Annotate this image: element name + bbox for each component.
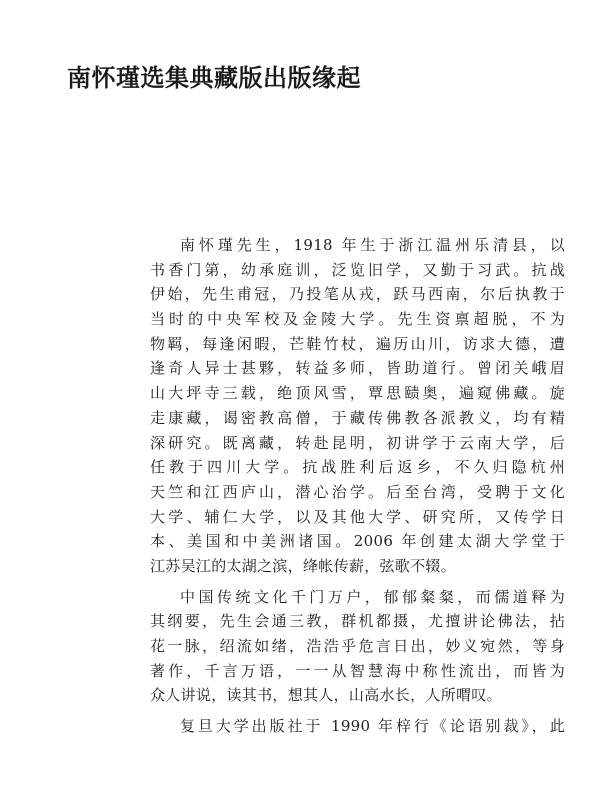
paragraph-1 bbox=[150, 233, 565, 579]
text-line: 任教于四川大学。抗战胜利后返乡，不久归隐杭州 bbox=[150, 458, 565, 477]
text-line: 物羁，每逢闲暇，芒鞋竹杖，遍历山川，访求大德，遭 bbox=[150, 334, 565, 353]
text-line: 当时的中央军校及金陵大学。先生资禀超脱，不为 bbox=[150, 310, 565, 329]
text-line: 逢奇人异士甚夥，转益多师，皆助道行。曾闭关峨眉 bbox=[150, 359, 565, 378]
page-title: 南怀瑾选集典藏版出版缘起 bbox=[67, 63, 361, 92]
paragraph-2 bbox=[150, 585, 565, 708]
text-line: 江苏吴江的太湖之滨，绛帐传薪，弦歌不辍。 bbox=[150, 556, 457, 575]
text-line: 天竺和江西庐山，潜心治学。后至台湾，受聘于文化 bbox=[150, 482, 565, 501]
text-line: 山大坪寺三载，绝顶风雪，覃思赜奥，遍窥佛藏。旋 bbox=[150, 384, 565, 403]
text-line: 复旦大学出版社于 1990 年梓行《论语别裁》，此 bbox=[180, 717, 565, 736]
text-line: 大学、辅仁大学，以及其他大学、研究所，又传学日 bbox=[150, 507, 565, 526]
text-line: 伊始，先生甫冠，乃投笔从戎，跃马西南，尔后执教于 bbox=[150, 285, 565, 304]
text-line: 走康藏，谒密教高僧，于藏传佛教各派教义，均有精 bbox=[150, 408, 565, 427]
paragraph-3 bbox=[150, 714, 565, 739]
text-line: 其纲要，先生会通三教，群机都摄，尤擅讲论佛法，拈 bbox=[150, 612, 565, 631]
text-line: 南怀瑾先生，1918 年生于浙江温州乐清县，以 bbox=[180, 236, 565, 254]
text-line: 深研究。既离藏，转赴昆明，初讲学于云南大学，后 bbox=[150, 433, 565, 452]
text-line: 中国传统文化千门万户，郁郁粲粲，而儒道释为 bbox=[180, 587, 565, 606]
text-line: 本、美国和中美洲诸国。2006 年创建太湖大学堂于 bbox=[150, 532, 565, 551]
text-line: 众人讲说，读其书，想其人，山高水长，人所喟叹。 bbox=[150, 686, 502, 705]
body-text bbox=[150, 233, 565, 739]
text-line: 著作，千言万语，一一从智慧海中称性流出，而皆为 bbox=[150, 661, 565, 680]
text-line: 花一脉，绍流如绪，浩浩乎危言日出，妙义宛然，等身 bbox=[150, 637, 565, 655]
text-line: 书香门第，幼承庭训，泛览旧学，又勤于习武。抗战 bbox=[150, 260, 565, 279]
